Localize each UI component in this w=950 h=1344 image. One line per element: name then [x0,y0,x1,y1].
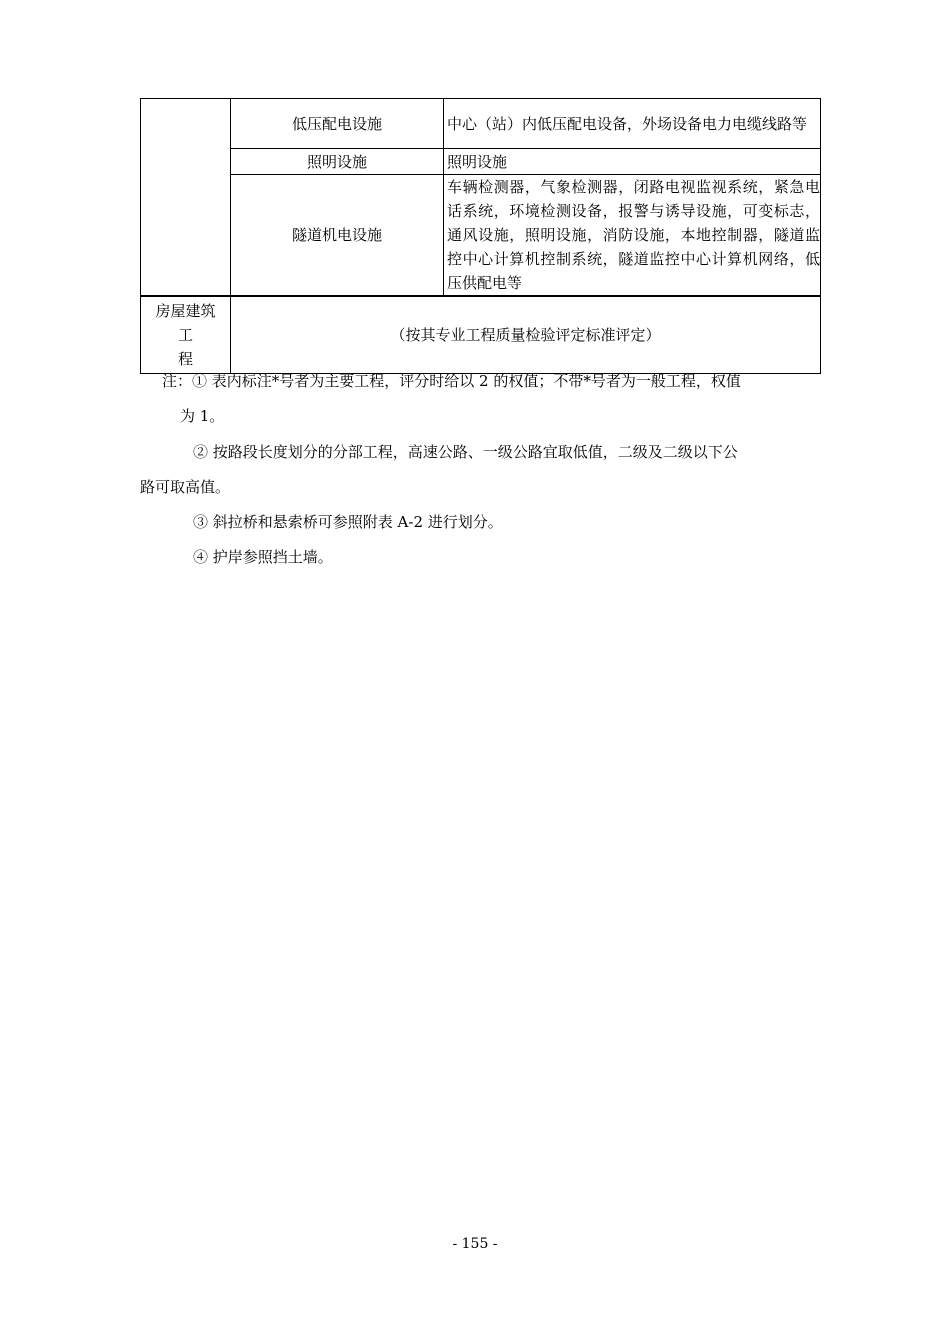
table-row [141,99,821,149]
unit-project-name [141,296,231,374]
note-1-line-2: 为 1。 [180,407,225,425]
sub-project-name: 照明设施 [231,149,444,175]
note-2-line-1: ② 按路段长度划分的分部工程，高速公路、一级公路宜取低值，二级及二级以下公 [193,443,738,461]
note-3: ③ 斜拉桥和悬索桥可参照附表 A-2 进行划分。 [193,513,503,531]
unit-project-char: 工 [177,326,193,344]
evaluation-standard-note: （按其专业工程质量检验评定标准评定） [231,296,821,374]
note-2-line-2: 路可取高值。 [140,478,231,496]
page-number: - 155 - [452,1236,498,1252]
note-1-line-1: 注：① 表内标注*号者为主要工程，评分时给以 2 的权值；不带*号者为一般工程，权值 [162,372,741,390]
table-row [141,175,821,297]
unit-project-name-line1: 房屋建筑 [155,302,216,320]
engineering-division-table [140,98,821,374]
sub-project-content: 照明设施 [444,149,821,175]
note-4: ④ 护岸参照挡土墙。 [193,548,333,566]
table-row [141,149,821,175]
empty-category-cell [141,99,231,297]
unit-project-name-line2 [141,323,230,371]
sub-project-name: 隧道机电设施 [231,175,444,297]
sub-project-content: 车辆检测器，气象检测器，闭路电视监视系统，紧急电话系统，环境检测设备，报警与诱导设施，可变标志，通风设施，照明设施，消防设施，本地控制器，隧道监控中心计算机控制系统，隧道监控中心计算机网络，低压供配电等 [444,175,821,297]
sub-project-content: 中心（站）内低压配电设备，外场设备电力电缆线路等 [444,99,821,149]
sub-project-name: 低压配电设施 [231,99,444,149]
table-row [141,296,821,374]
unit-project-char: 程 [177,350,193,368]
